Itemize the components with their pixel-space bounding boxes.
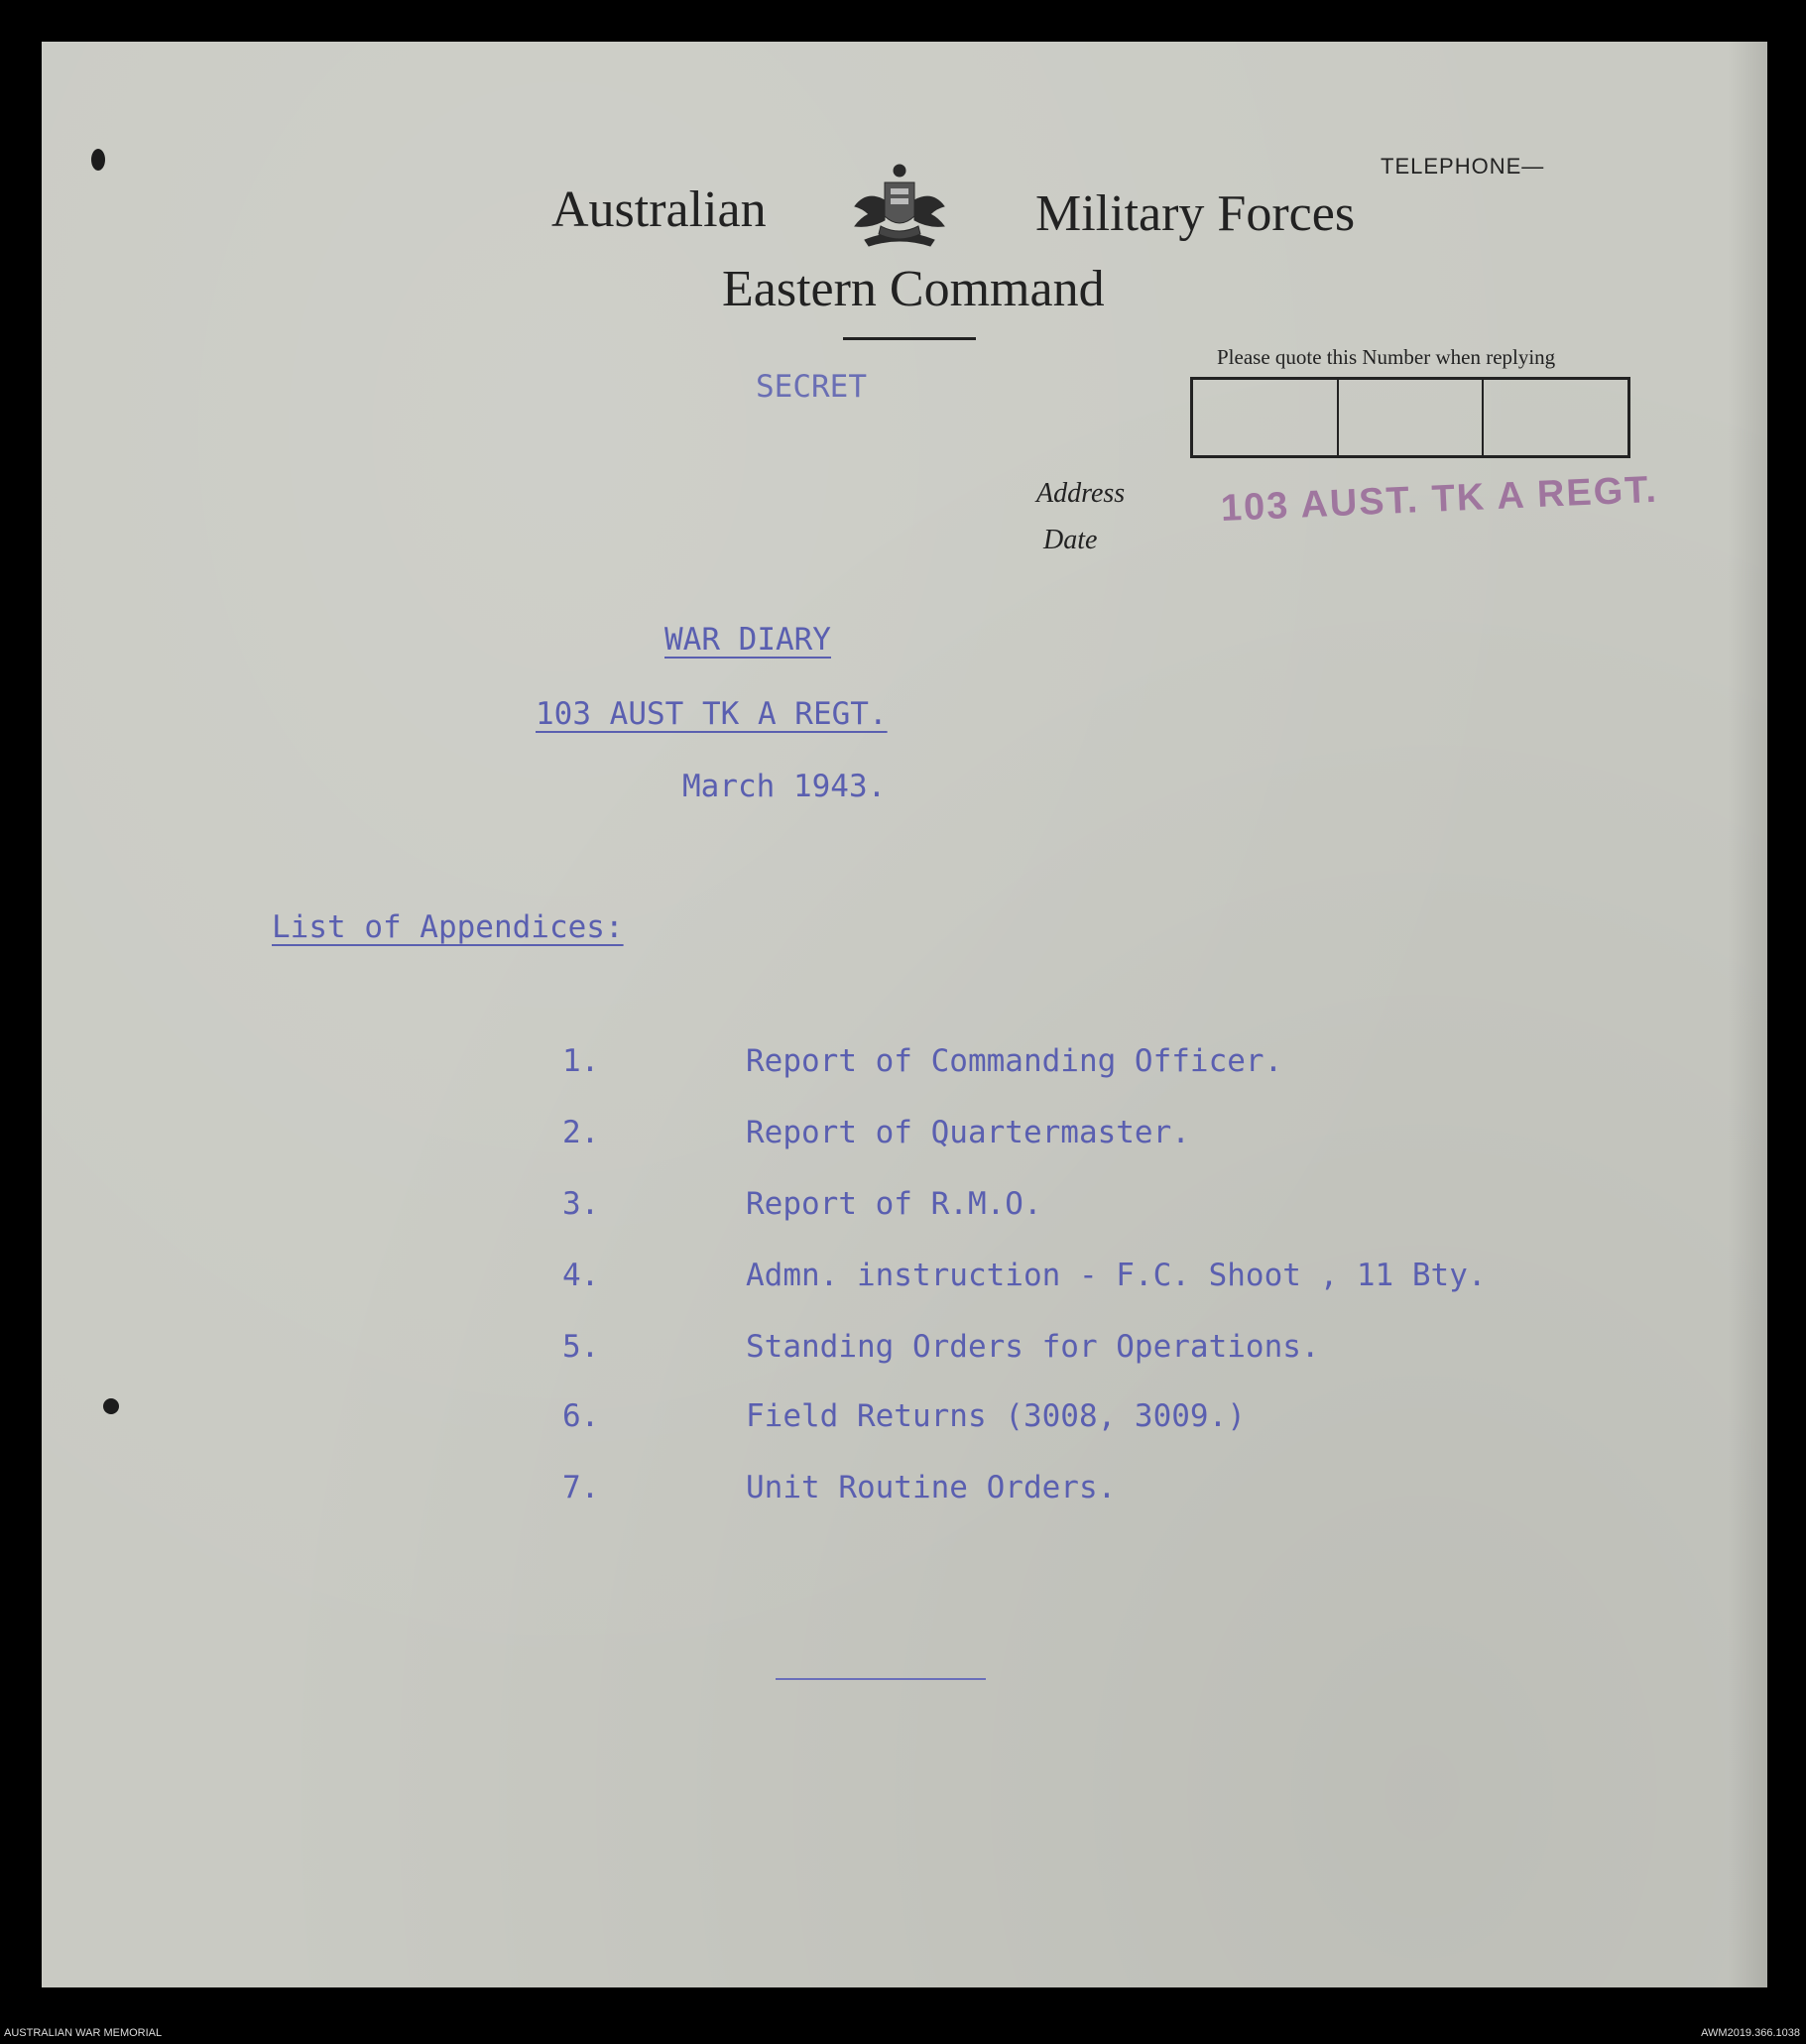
appendix-number: 3. <box>562 1186 600 1222</box>
date-label: Date <box>1043 525 1098 555</box>
appendix-number: 6. <box>562 1398 600 1434</box>
page-edge-shadow <box>1728 42 1767 1987</box>
punch-hole-top <box>91 149 105 171</box>
org-name-right: Military Forces <box>1035 185 1356 242</box>
war-diary-title: WAR DIARY <box>664 622 831 658</box>
appendices-heading: List of Appendices: <box>272 909 624 945</box>
address-label: Address <box>1036 478 1126 509</box>
appendix-number: 5. <box>562 1329 600 1365</box>
org-name-left: Australian <box>551 181 767 238</box>
quote-number-label: Please quote this Number when replying <box>1217 345 1556 369</box>
archive-caption-left: AUSTRALIAN WAR MEMORIAL <box>4 2027 163 2039</box>
coat-of-arms-emblem <box>845 161 954 255</box>
appendix-title: Unit Routine Orders. <box>746 1470 1117 1505</box>
appendix-number: 7. <box>562 1470 600 1505</box>
appendix-number: 2. <box>562 1115 600 1150</box>
reference-number-cell <box>1339 380 1485 455</box>
archive-caption-right: AWM2019.366.1038 <box>1701 2027 1800 2039</box>
punch-hole-bottom <box>103 1398 119 1414</box>
closing-rule <box>776 1678 986 1680</box>
unit-title: 103 AUST TK A REGT. <box>536 696 888 732</box>
document-page <box>42 42 1767 1987</box>
header-rule <box>843 337 976 340</box>
unit-rubber-stamp: 103 AUST. TK A REGT. <box>1220 468 1659 530</box>
appendix-title: Report of Commanding Officer. <box>746 1043 1283 1079</box>
diary-month: March 1943. <box>682 769 887 804</box>
appendix-title: Standing Orders for Operations. <box>746 1329 1320 1365</box>
reference-number-cell <box>1484 380 1627 455</box>
reference-number-box <box>1190 377 1630 458</box>
command-name: Eastern Command <box>722 261 1105 317</box>
classification-secret: SECRET <box>756 369 867 405</box>
appendix-title: Admn. instruction - F.C. Shoot , 11 Bty. <box>746 1258 1487 1293</box>
appendix-number: 4. <box>562 1258 600 1293</box>
reference-number-cell <box>1193 380 1339 455</box>
telephone-label: TELEPHONE— <box>1381 154 1545 179</box>
appendix-number: 1. <box>562 1043 600 1079</box>
appendix-title: Report of Quartermaster. <box>746 1115 1190 1150</box>
appendix-title: Field Returns (3008, 3009.) <box>746 1398 1246 1434</box>
appendix-title: Report of R.M.O. <box>746 1186 1042 1222</box>
